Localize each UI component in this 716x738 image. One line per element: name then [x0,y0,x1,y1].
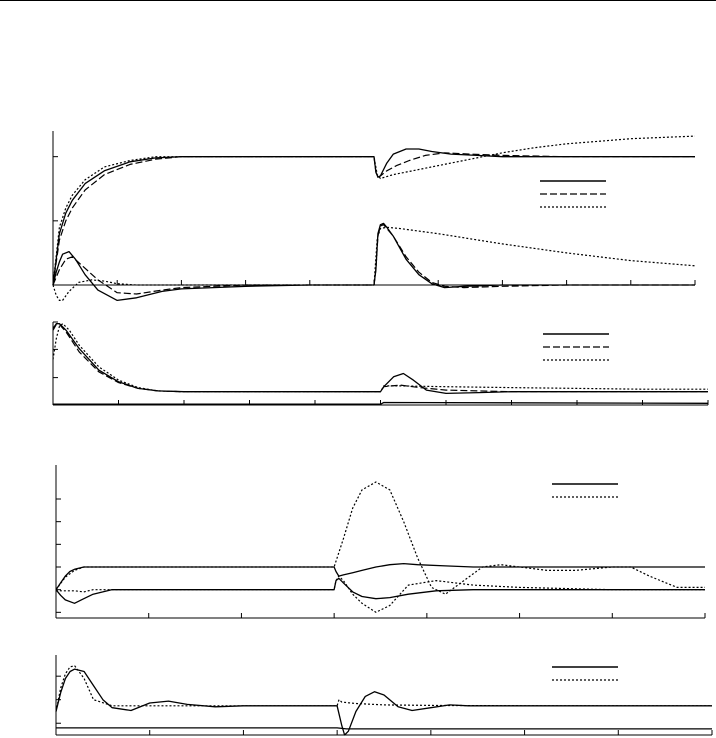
series-line-dotted-2 [56,482,705,594]
legend [543,334,609,360]
chart-panel-4 [56,655,712,735]
legend [552,667,618,680]
series-line-dotted-3 [53,324,708,392]
series-line-solid-3 [56,578,705,603]
series-line-solid-1 [53,149,695,285]
chart-panel-1 [53,131,695,300]
chart-panel-2 [53,322,708,405]
chart-panel-3 [56,465,705,618]
series-line-dotted-6 [53,227,695,300]
legend [552,484,618,497]
series-line-solid-1 [53,324,708,394]
series-line-solid-1 [56,564,705,590]
series-line-dashed-2 [53,325,708,392]
series-line-dotted-2 [56,666,712,712]
series-line-solid-1 [56,669,712,735]
series-line-dotted-4 [56,576,705,612]
series-line-solid-4 [53,223,695,300]
legend [540,181,606,207]
series-line-dashed-2 [53,153,695,285]
series-line-solid-3 [56,728,712,729]
